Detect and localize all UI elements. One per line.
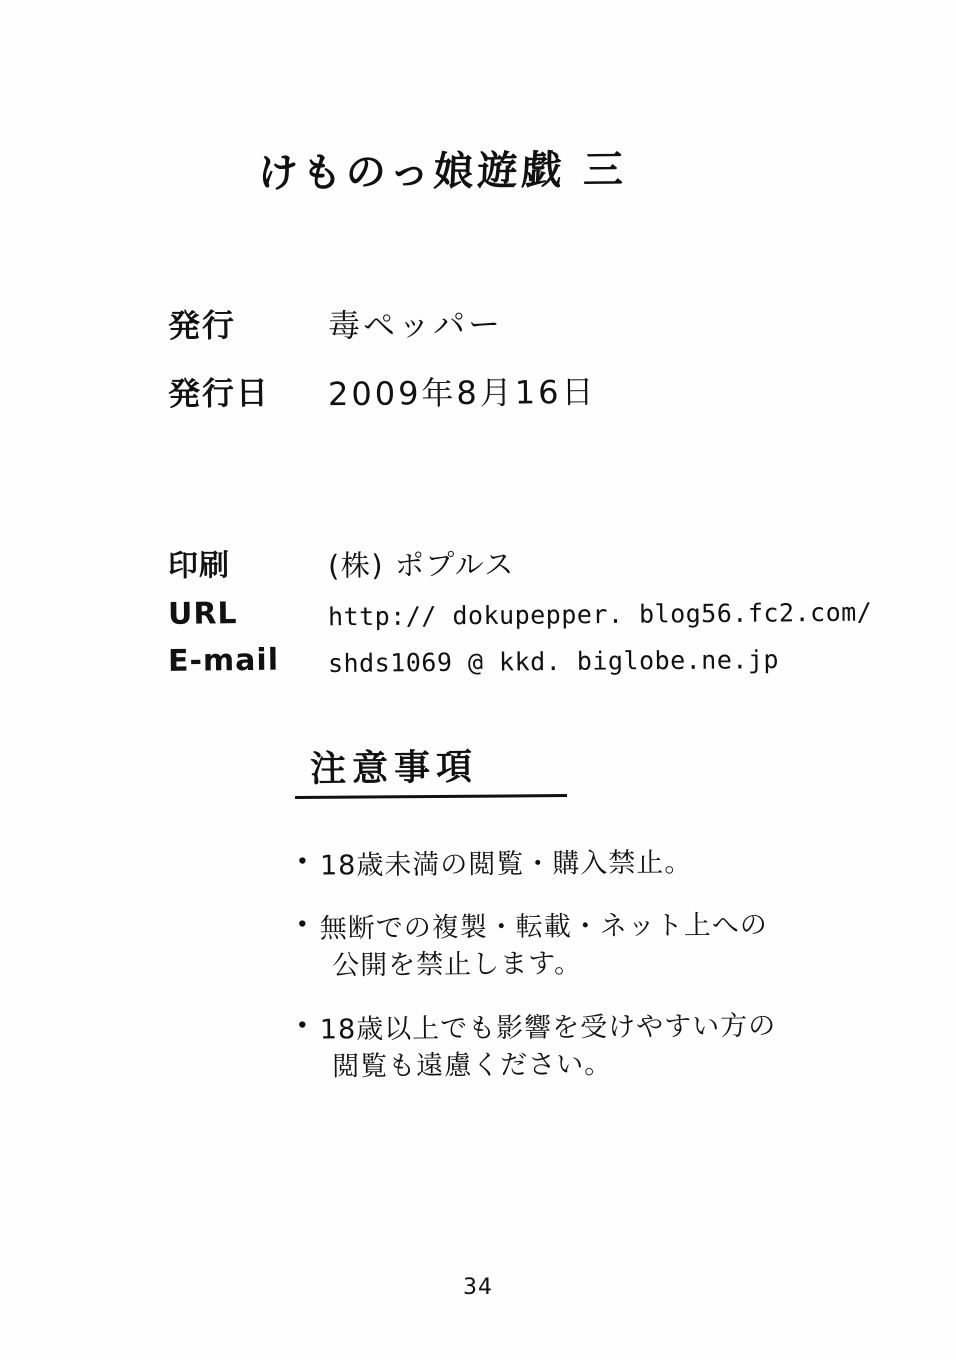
contact-label-email: E-mail <box>167 642 280 679</box>
colophon-row-publish-date <box>168 368 888 414</box>
notice-item-line2: 公開を禁止します。 <box>332 948 583 982</box>
colophon-value-publisher: 毒ペッパー <box>327 305 504 345</box>
colophon-value-publish-date: 2009年8月16日 <box>327 372 597 414</box>
list-item <box>296 1006 917 1086</box>
contact-value-printer: (株) ポプルス <box>327 547 515 583</box>
notice-item-line1: 18歳未満の閲覧・購入禁止。 <box>319 847 693 882</box>
contact-row-url <box>168 596 948 631</box>
colophon-row-publisher <box>168 300 888 346</box>
contact-value-url: http:// dokupepper. blog56.fc2.com/ <box>327 597 873 632</box>
list-item <box>296 906 917 986</box>
colophon-block <box>168 300 888 436</box>
contact-value-email: shds1069 @ kkd. biglobe.ne.jp <box>327 645 780 678</box>
list-item <box>296 842 916 885</box>
contact-label-printer: 印刷 <box>167 548 231 584</box>
colophon-label-publish-date: 発行日 <box>167 373 271 414</box>
notice-heading-underline <box>295 794 567 799</box>
notice-list <box>296 845 916 1109</box>
contact-row-email <box>168 643 948 678</box>
page-number: 34 <box>463 1275 493 1300</box>
contact-row-printer <box>168 540 948 584</box>
notice-item-line1: 無断での複製・転載・ネット上への <box>319 909 768 945</box>
page-title: けものっ娘遊戯 三 <box>256 147 629 197</box>
contact-block <box>168 540 948 690</box>
colophon-label-publisher: 発行 <box>167 306 237 346</box>
notice-item-line2: 閲覧も遠慮ください。 <box>332 1048 613 1083</box>
notice-item-line1: 18歳以上でも影響を受けやすい方の <box>319 1010 777 1046</box>
notice-heading: 注意事項 <box>309 746 479 791</box>
contact-label-url: URL <box>167 596 238 632</box>
